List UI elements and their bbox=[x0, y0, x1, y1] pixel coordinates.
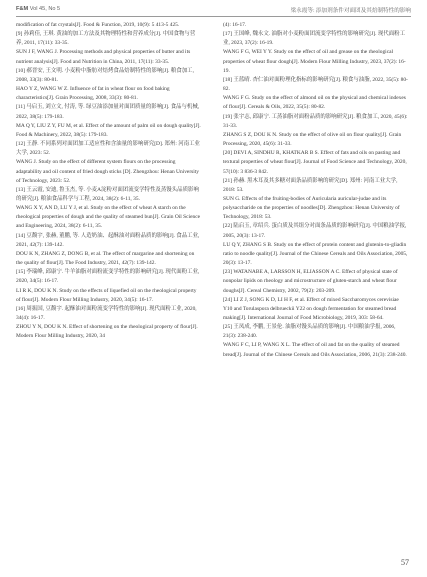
reference-entry: [16] 周振国, 豆馥宇. 起酥油对面粉流变学特性的影响[J]. 现代面粉工业, 2020, 34(4): 16-17. bbox=[16, 305, 197, 321]
reference-entry: [23] WATANABE A, LARSSON H, ELIASSON A C. Effect of physical state of nonpolar lipids on rheology and microstructure of gluten-starch and wheat flour doughs[J]. Cereal Chemistry, 2002, 79(2): 203-209. bbox=[223, 269, 398, 294]
journal-abbreviation: F&M bbox=[16, 6, 29, 12]
reference-entry: ZHANG S Z, DOU K N. Study on the effect of olive oil on flour quality[J]. Grain Processing, 2020, 45(6): 31-33. bbox=[223, 131, 402, 148]
journal-info bbox=[16, 6, 60, 12]
reference-entry: SUN G. Effects of the fruiting-bodies of Auricularia auricular-judae and its polysaccharide on the properties of noodles[D]. Zhengzhou: Henan University of Technology, 2018: 53. bbox=[223, 195, 400, 221]
reference-entry: [17] 王国峰, 魏永文. 油脂对小麦粉面团流变学特性的影响研究[J]. 现代面粉工业, 2023, 37(2): 16-19. bbox=[223, 31, 406, 47]
reference-entry: [13] 王云霞, 安迪, 鲁玉杰, 等. 小麦A淀粉对面团流变学特性及蒸馒头品质影响的研究[J]. 粮油食品科学与工程, 2024, 38(2): 6-11, 35. bbox=[16, 186, 199, 202]
reference-column-right bbox=[223, 21, 409, 360]
reference-entry: [20] DEVI A, SINDHU R, KHATKAR B S. Effect of fats and oils on pasting and textural properties of wheat flour[J]. Journal of Food Science and Technology, 2020, 57(10): 3 836-3 842. bbox=[223, 150, 407, 175]
reference-column-left bbox=[16, 21, 202, 341]
reference-entry: LI R K, DOU K N. Study on the effects of liquefied oil on the rheological property of flour[J]. Modern Flour Milling Industry, 2020, 34(5): 16-17. bbox=[16, 287, 197, 303]
reference-entry: [12] 王静. 不同系列对面团加工适应性和含油量的影响研究[D]. 郑州: 河南工业大学, 2023: 52. bbox=[16, 141, 200, 157]
reference-entry: DOU K N, ZHANG Z, DONG B, et al. The effect of margarine and shortening on the quality of flour[J]. The Food Industry, 2021, 42(7): 139-142. bbox=[16, 250, 195, 267]
reference-entry: WANG F C, LI P, WANG X L. The effect of oil and fat on the quality of steamed bread[J]. Journal of the Chinese Cereals and Oils Association, 2006, 21(3): 238-240. bbox=[223, 342, 407, 358]
reference-entry: [25] 王凤成, 李鹏, 王景伦. 油脂对馒头品质的影响[J]. 中国粮油学报, 2006, 21(3): 238-240. bbox=[223, 324, 396, 340]
reference-entry: [14] 豆馥宇, 张赫, 董鹏, 等. 人造奶油、起酥油对面粉品质的影响[J]. 食品工业, 2021, 42(7): 139-142. bbox=[16, 232, 200, 248]
reference-entry: [9] 孙莉佳, 王琪. 黄油的加工方法及其物理特性和营养成分[J]. 中国食物与营养, 2011, 17(11): 33-35. bbox=[16, 31, 196, 47]
header-rule bbox=[16, 16, 411, 17]
reference-entry: [21] 孙赫. 黑木耳及其多糖对面条品质影响的研究[D]. 郑州: 河南工业大学, 2018: 53. bbox=[223, 177, 398, 193]
page-number: 57 bbox=[401, 558, 409, 567]
reference-entry: [11] 马启玉, 刘立文, 付涛, 等. 绿豆油添加量对面团质量的影响[J]. 食品与机械, 2022, 38(5): 179-183. bbox=[16, 104, 200, 120]
reference-entry: [15] 李瑞峰, 邱康宁. 牛羊油脂对面粉流变学特性的影响研究[J]. 现代面粉工业, 2020, 34(5): 16-17. bbox=[16, 269, 200, 285]
reference-entry: LU Q Y, ZHANG S B. Study on the effect of protein content and glutenin-to-gliadin ratio to noodle quality[J]. Journal of the Chinese Cereals and Oils Association, 2005, 20(3): 13-17. bbox=[223, 241, 408, 267]
reference-entry: SUN J F, WANG J. Processing methods and physical properties of butter and its nutrient analysis[J]. Food and Nutrition in China, 2011, 17(11): 33-35. bbox=[16, 49, 191, 65]
reference-entry: [24] LI Z J, SONG K D, LI H F, et al. Effect of mixed Saccharomyces cerevisiae Y10 and Torulaspora delbrueckii Y22 on dough fermentation for steamed bread making[J]. International Journal of Food Microbiology, 2019, 303: 58-64. bbox=[223, 296, 399, 321]
reference-entry: (4): 16-17. bbox=[223, 22, 247, 28]
reference-entry: modification of fat crystals[J]. Food & Function, 2019, 10(9): 5 413-5 425. bbox=[16, 22, 180, 28]
running-title: 梁永霞等: 添加剂条件对面团及其焙制特性的影响 bbox=[290, 8, 411, 14]
reference-entry: WANG F G. Study on the effect of almond oil on the physical and chemical indexes of flour[J]. Cereals & Oils, 2022, 35(5): 80-82. bbox=[223, 95, 406, 111]
reference-entry: ZHOU Y N, DOU K N. Effect of shortening on the rheological property of flour[J]. Modern Flour Milling Industry, 2020, 34 bbox=[16, 324, 198, 340]
reference-entry: [22] 陆启玉, 章绍兵. 蛋白质及其组分对面条品质的影响研究[J]. 中国粮油学报, 2005, 20(3): 13-17. bbox=[223, 223, 407, 239]
reference-entry: WANG X Y, AN D, LU Y J, et al. Study on the effect of wheat A starch on the rheological properties of dough and the quality of steamed bun[J]. Grain Oil Science and Engineering, 2024, 38(2): 6-11, 35. bbox=[16, 205, 201, 230]
reference-entry: MA Q Y, LIU Z Y, FU M, et al. Effect of the amount of palm oil on dough quality[J]. Food & Machinery, 2022, 38(5): 179-183. bbox=[16, 122, 201, 138]
volume-info: Vol 45, No 5 bbox=[29, 6, 61, 12]
reference-entry: HAO Y Z, WANG W Z. Influence of fat in wheat flour on food baking characteristics[J]. Grain Processing, 2008, 33(3): 80-81. bbox=[16, 86, 170, 102]
reference-entry: WANG J. Study on the effect of different system flours on the processing adaptability and oil content of fried dough sticks [D]. Zhengzhou: Henan University of Technology, 2023: 52. bbox=[16, 159, 200, 184]
reference-entry: [18] 王蓝晴. 杏仁油对面粉理化指标的影响研究[J]. 粮食与油脂, 2022, 35(5): 80-82. bbox=[223, 76, 408, 93]
reference-entry: [10] 郝晋安, 王文明. 小麦粉中脂肪对焙烤食品焙制特性的影响[J]. 粮食加工, 2008, 33(3): 80-81. bbox=[16, 67, 194, 83]
reference-entry: WANG F G, WEI Y Y. Study on the effect of oil and grease on the rheological properties of wheat flour dough[J]. Modern Flour Milling Industry, 2023, 37(2): 16-19. bbox=[223, 49, 406, 74]
reference-entry: [19] 张宇志, 邱康宁. 工蒸油脂对面粉品质的影响研究[J]. 粮食加工, 2020, 45(6): 31-33. bbox=[223, 113, 408, 129]
